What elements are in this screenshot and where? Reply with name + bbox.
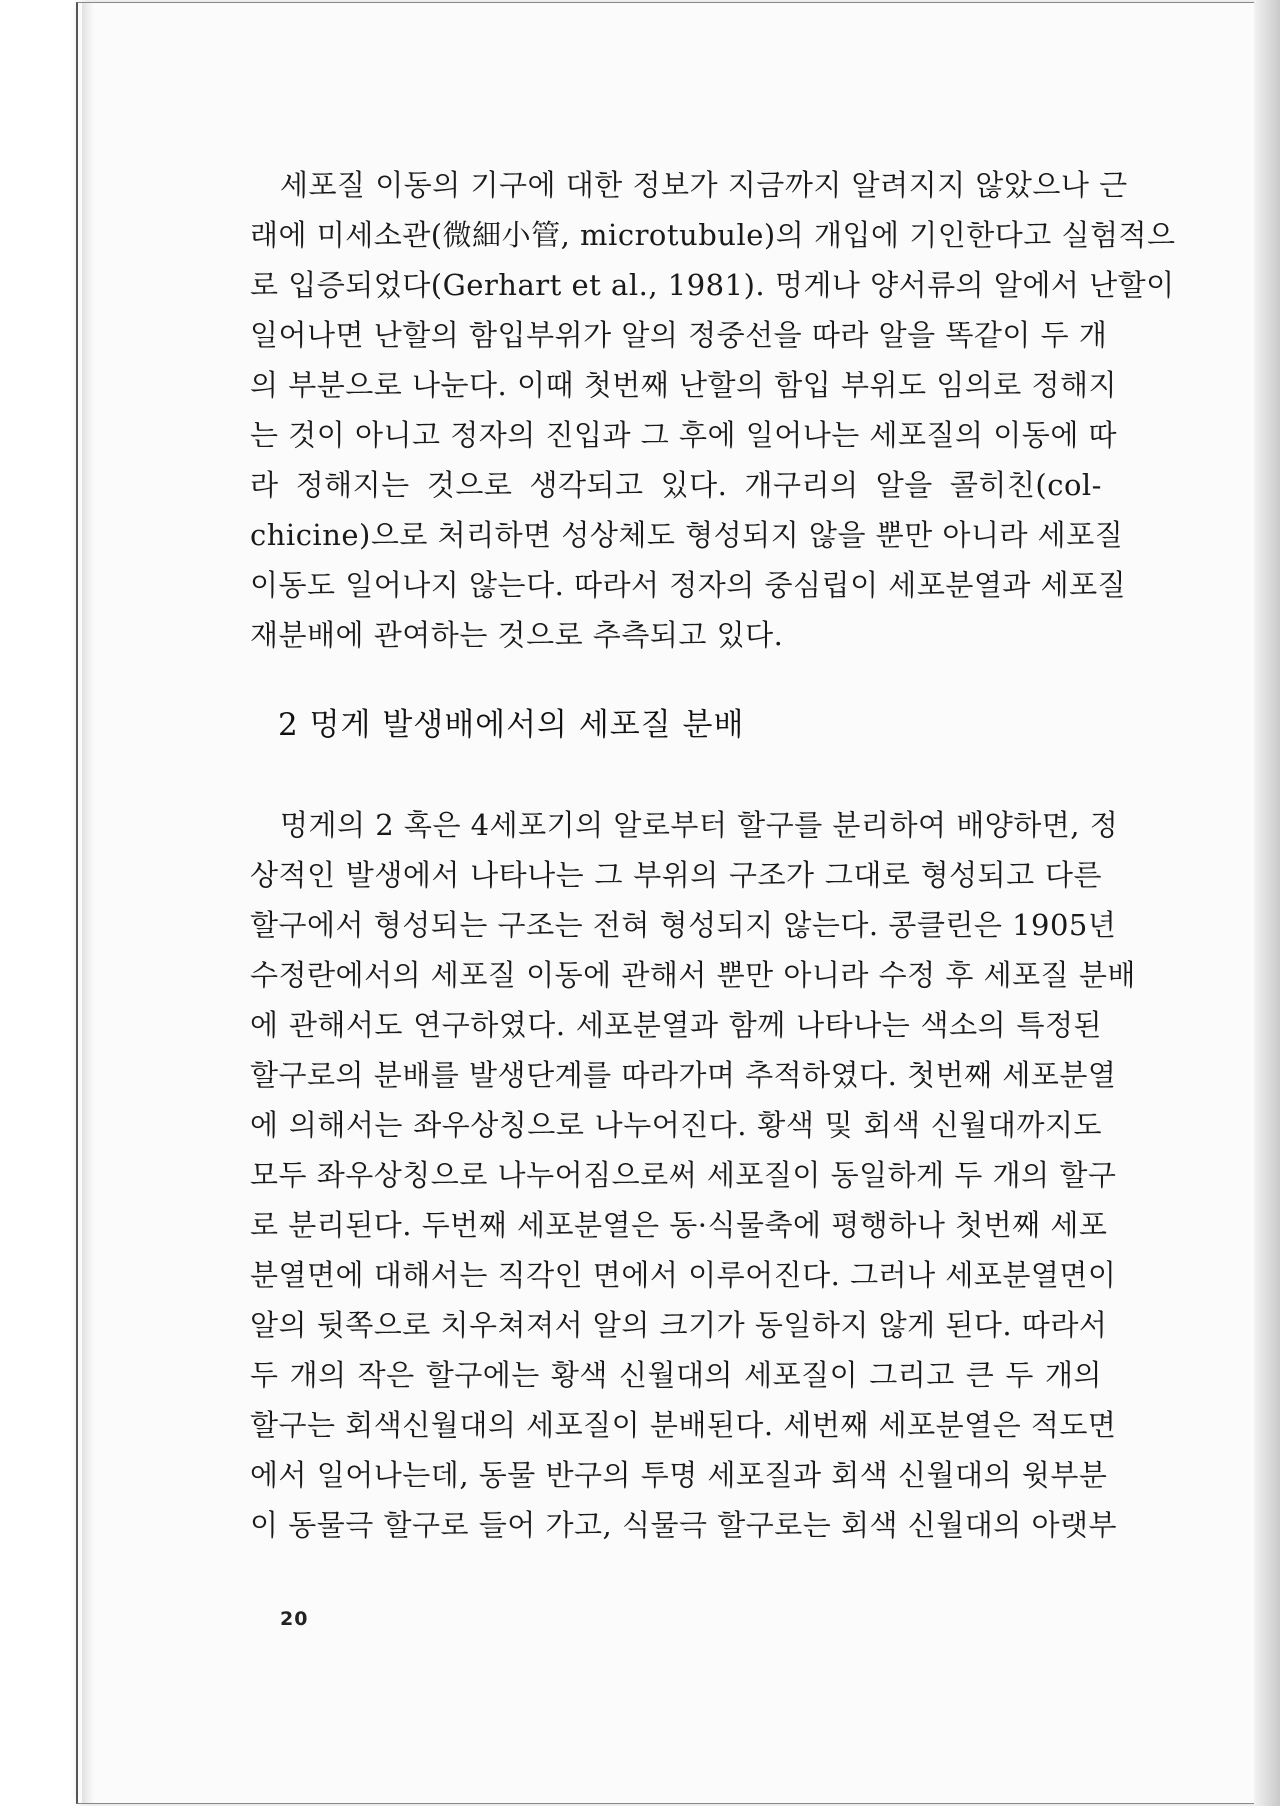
paragraph-ascidian-cytoplasm (250, 800, 1136, 1550)
text-line: 할구로의 분배를 발생단계를 따라가며 추적하였다. 첫번째 세포분열 (250, 1058, 1117, 1092)
text-line: 에 의해서는 좌우상칭으로 나누어진다. 황색 및 회색 신월대까지도 (250, 1108, 1102, 1142)
text-line: 래에 미세소관(微細小管, microtubule)의 개입에 기인한다고 실험적으 (250, 218, 1176, 252)
text-line: 에서 일어나는데, 동물 반구의 투명 세포질과 회색 신월대의 윗부분 (250, 1458, 1108, 1492)
text-line: 에 관해서도 연구하였다. 세포분열과 함께 나타나는 색소의 특정된 (250, 1008, 1102, 1042)
text-line: 모두 좌우상칭으로 나누어짐으로써 세포질이 동일하게 두 개의 할구 (250, 1158, 1117, 1192)
page-gutter-shade (82, 3, 94, 1803)
section-heading: 2 멍게 발생배에서의 세포질 분배 (278, 707, 745, 743)
text-line: 분열면에 대해서는 직각인 면에서 이루어진다. 그러나 세포분열면이 (250, 1258, 1117, 1292)
page-number: 20 (280, 1608, 309, 1630)
text-line: 로 분리된다. 두번째 세포분열은 동·식물축에 평행하나 첫번째 세포 (250, 1208, 1108, 1242)
text-line: 로 입증되었다(Gerhart et al., 1981). 멍게나 양서류의 알에서 난할이 (250, 268, 1175, 302)
text-line: 수정란에서의 세포질 이동에 관해서 뿐만 아니라 수정 후 세포질 분배 (250, 958, 1136, 992)
text-line: 이동도 일어나지 않는다. 따라서 정자의 중심립이 세포분열과 세포질 (250, 568, 1127, 602)
text-line: 세포질 이동의 기구에 대한 정보가 지금까지 알려지지 않았으나 근 (280, 168, 1128, 202)
text-line: 멍게의 2 혹은 4세포기의 알로부터 할구를 분리하여 배양하면, 정 (280, 808, 1119, 842)
text-line: 라 정해지는 것으로 생각되고 있다. 개구리의 알을 콜히친(col- (250, 468, 1102, 502)
text-line: 재분배에 관여하는 것으로 추측되고 있다. (250, 618, 784, 652)
text-line: 할구는 회색신월대의 세포질이 분배된다. 세번째 세포분열은 적도면 (250, 1408, 1117, 1442)
text-line: 상적인 발생에서 나타나는 그 부위의 구조가 그대로 형성되고 다른 (250, 858, 1102, 892)
text-line: 할구에서 형성되는 구조는 전혀 형성되지 않는다. 콩클린은 1905년 (250, 908, 1117, 942)
text-line: 두 개의 작은 할구에는 황색 신월대의 세포질이 그리고 큰 두 개의 (250, 1358, 1102, 1392)
text-line: chicine)으로 처리하면 성상체도 형성되지 않을 뿐만 아니라 세포질 (250, 518, 1124, 552)
text-line: 의 부분으로 나눈다. 이때 첫번째 난할의 함입 부위도 임의로 정해지 (250, 368, 1118, 402)
text-line: 는 것이 아니고 정자의 진입과 그 후에 일어나는 세포질의 이동에 따 (250, 418, 1118, 452)
page-edge-shadow (1254, 0, 1280, 1806)
paragraph-cytoplasm-movement (250, 160, 1176, 660)
text-line: 이 동물극 할구로 들어 가고, 식물극 할구로는 회색 신월대의 아랫부 (250, 1508, 1118, 1542)
text-line: 일어나면 난할의 함입부위가 알의 정중선을 따라 알을 똑같이 두 개 (250, 318, 1108, 352)
text-line: 알의 뒷쪽으로 치우쳐져서 알의 크기가 동일하지 않게 된다. 따라서 (250, 1308, 1108, 1342)
